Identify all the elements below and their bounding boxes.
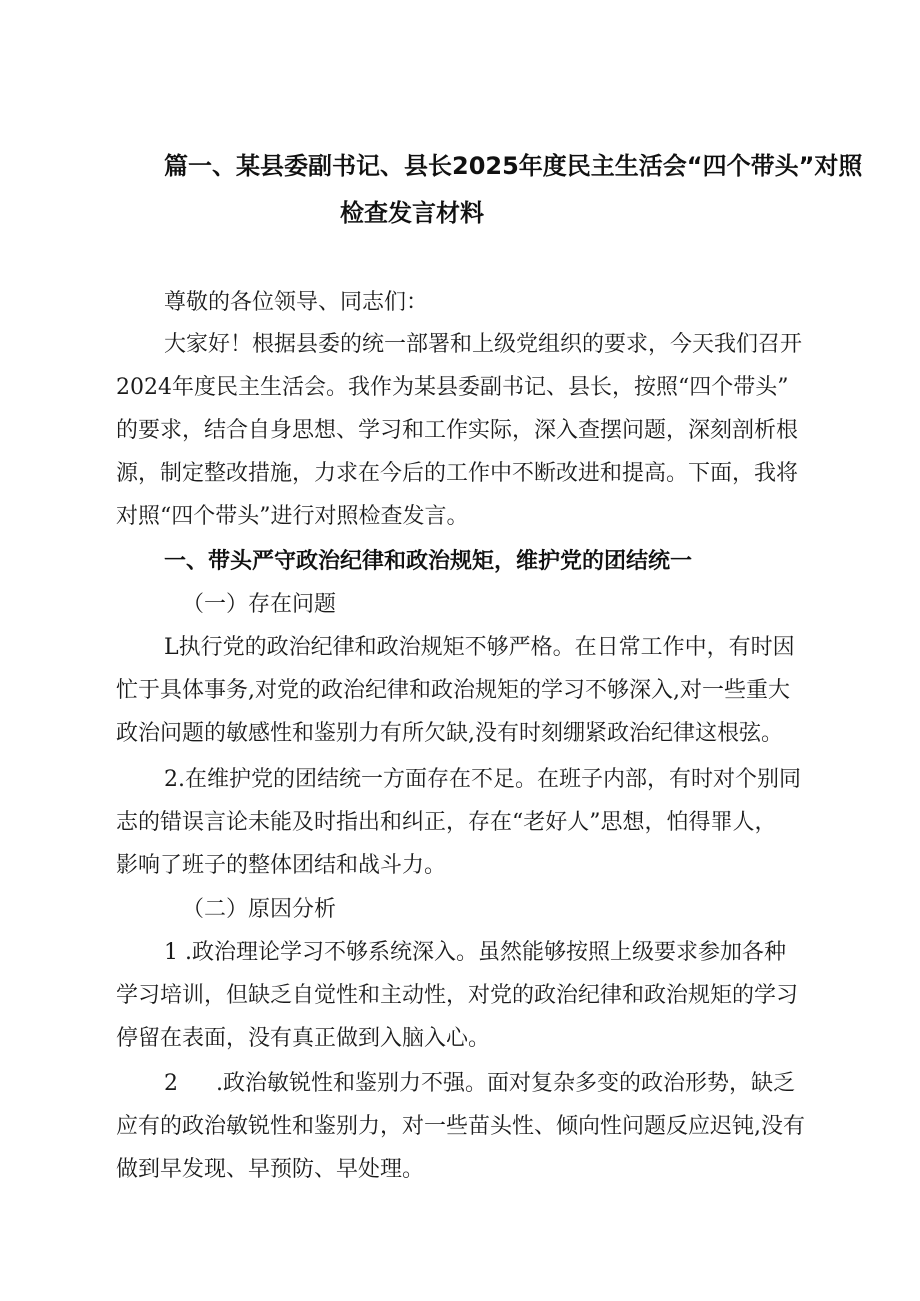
problem-2-line-2: 志的错误言论未能及时指出和纠正，存在“老好人”思想，怕得罪人， (116, 810, 777, 835)
intro-line-1: 大家好！根据县委的统一部署和上级党组织的要求，今天我们召开 (164, 332, 803, 357)
intro-line-3: 的要求，结合自身思想、学习和工作实际，深入查摆问题，深刻剖析根 (116, 418, 799, 443)
cause-2-first-line-text: .政治敏锐性和鉴别力不强。面对复杂多变的政治形势，缺乏 (216, 1071, 795, 1096)
cause-2-line-2: 应有的政治敏锐性和鉴别力，对一些苗头性、倾向性问题反应迟钝,没有 (116, 1114, 805, 1139)
subsection-1-heading: （一）存在问题 (182, 592, 337, 617)
problem-2-line-3: 影响了班子的整体团结和战斗力。 (116, 853, 447, 878)
cause-1-line-3: 停留在表面，没有真正做到入脑入心。 (116, 1026, 491, 1051)
intro-line-5: 对照“四个带头”进行对照检查发言。 (116, 504, 469, 529)
cause-2-line-3: 做到早发现、早预防、早处理。 (116, 1157, 425, 1182)
section-1-heading: 一、带头严守政治纪律和政治规矩，维护党的团结统一 (164, 549, 693, 574)
cause-2-number: 2 (164, 1071, 178, 1096)
problem-1-line-2: 忙于具体事务,对党的政治纪律和政治规矩的学习不够深入,对一些重大 (116, 678, 790, 703)
problem-1-line-3: 政治问题的敏感性和鉴别力有所欠缺,没有时刻绷紧政治纪律这根弦。 (116, 721, 783, 746)
intro-line-2: 2024年度民主生活会。我作为某县委副书记、县长，按照“四个带头” (116, 375, 789, 400)
cause-1-line-2: 学习培训，但缺乏自觉性和主动性，对党的政治纪律和政治规矩的学习 (116, 983, 799, 1008)
cause-2-line-1 (164, 1066, 795, 1097)
document-title-line-1: 篇一、某县委副书记、县长2025年度民主生活会“四个带头”对照 (164, 152, 863, 180)
problem-2-line-1: 2.在维护党的团结统一方面存在不足。在班子内部，有时对个别同 (164, 767, 801, 792)
document-title-line-2: 检查发言材料 (340, 199, 484, 227)
intro-line-4: 源，制定整改措施，力求在今后的工作中不断改进和提高。下面，我将 (116, 461, 799, 486)
problem-1-line-1: L执行党的政治纪律和政治规矩不够严格。在日常工作中，有时因 (164, 635, 795, 660)
cause-1-line-1: 1 .政治理论学习不够系统深入。虽然能够按照上级要求参加各种 (164, 940, 786, 965)
salutation: 尊敬的各位领导、同志们： (164, 290, 429, 315)
subsection-2-heading: （二）原因分析 (182, 897, 337, 922)
